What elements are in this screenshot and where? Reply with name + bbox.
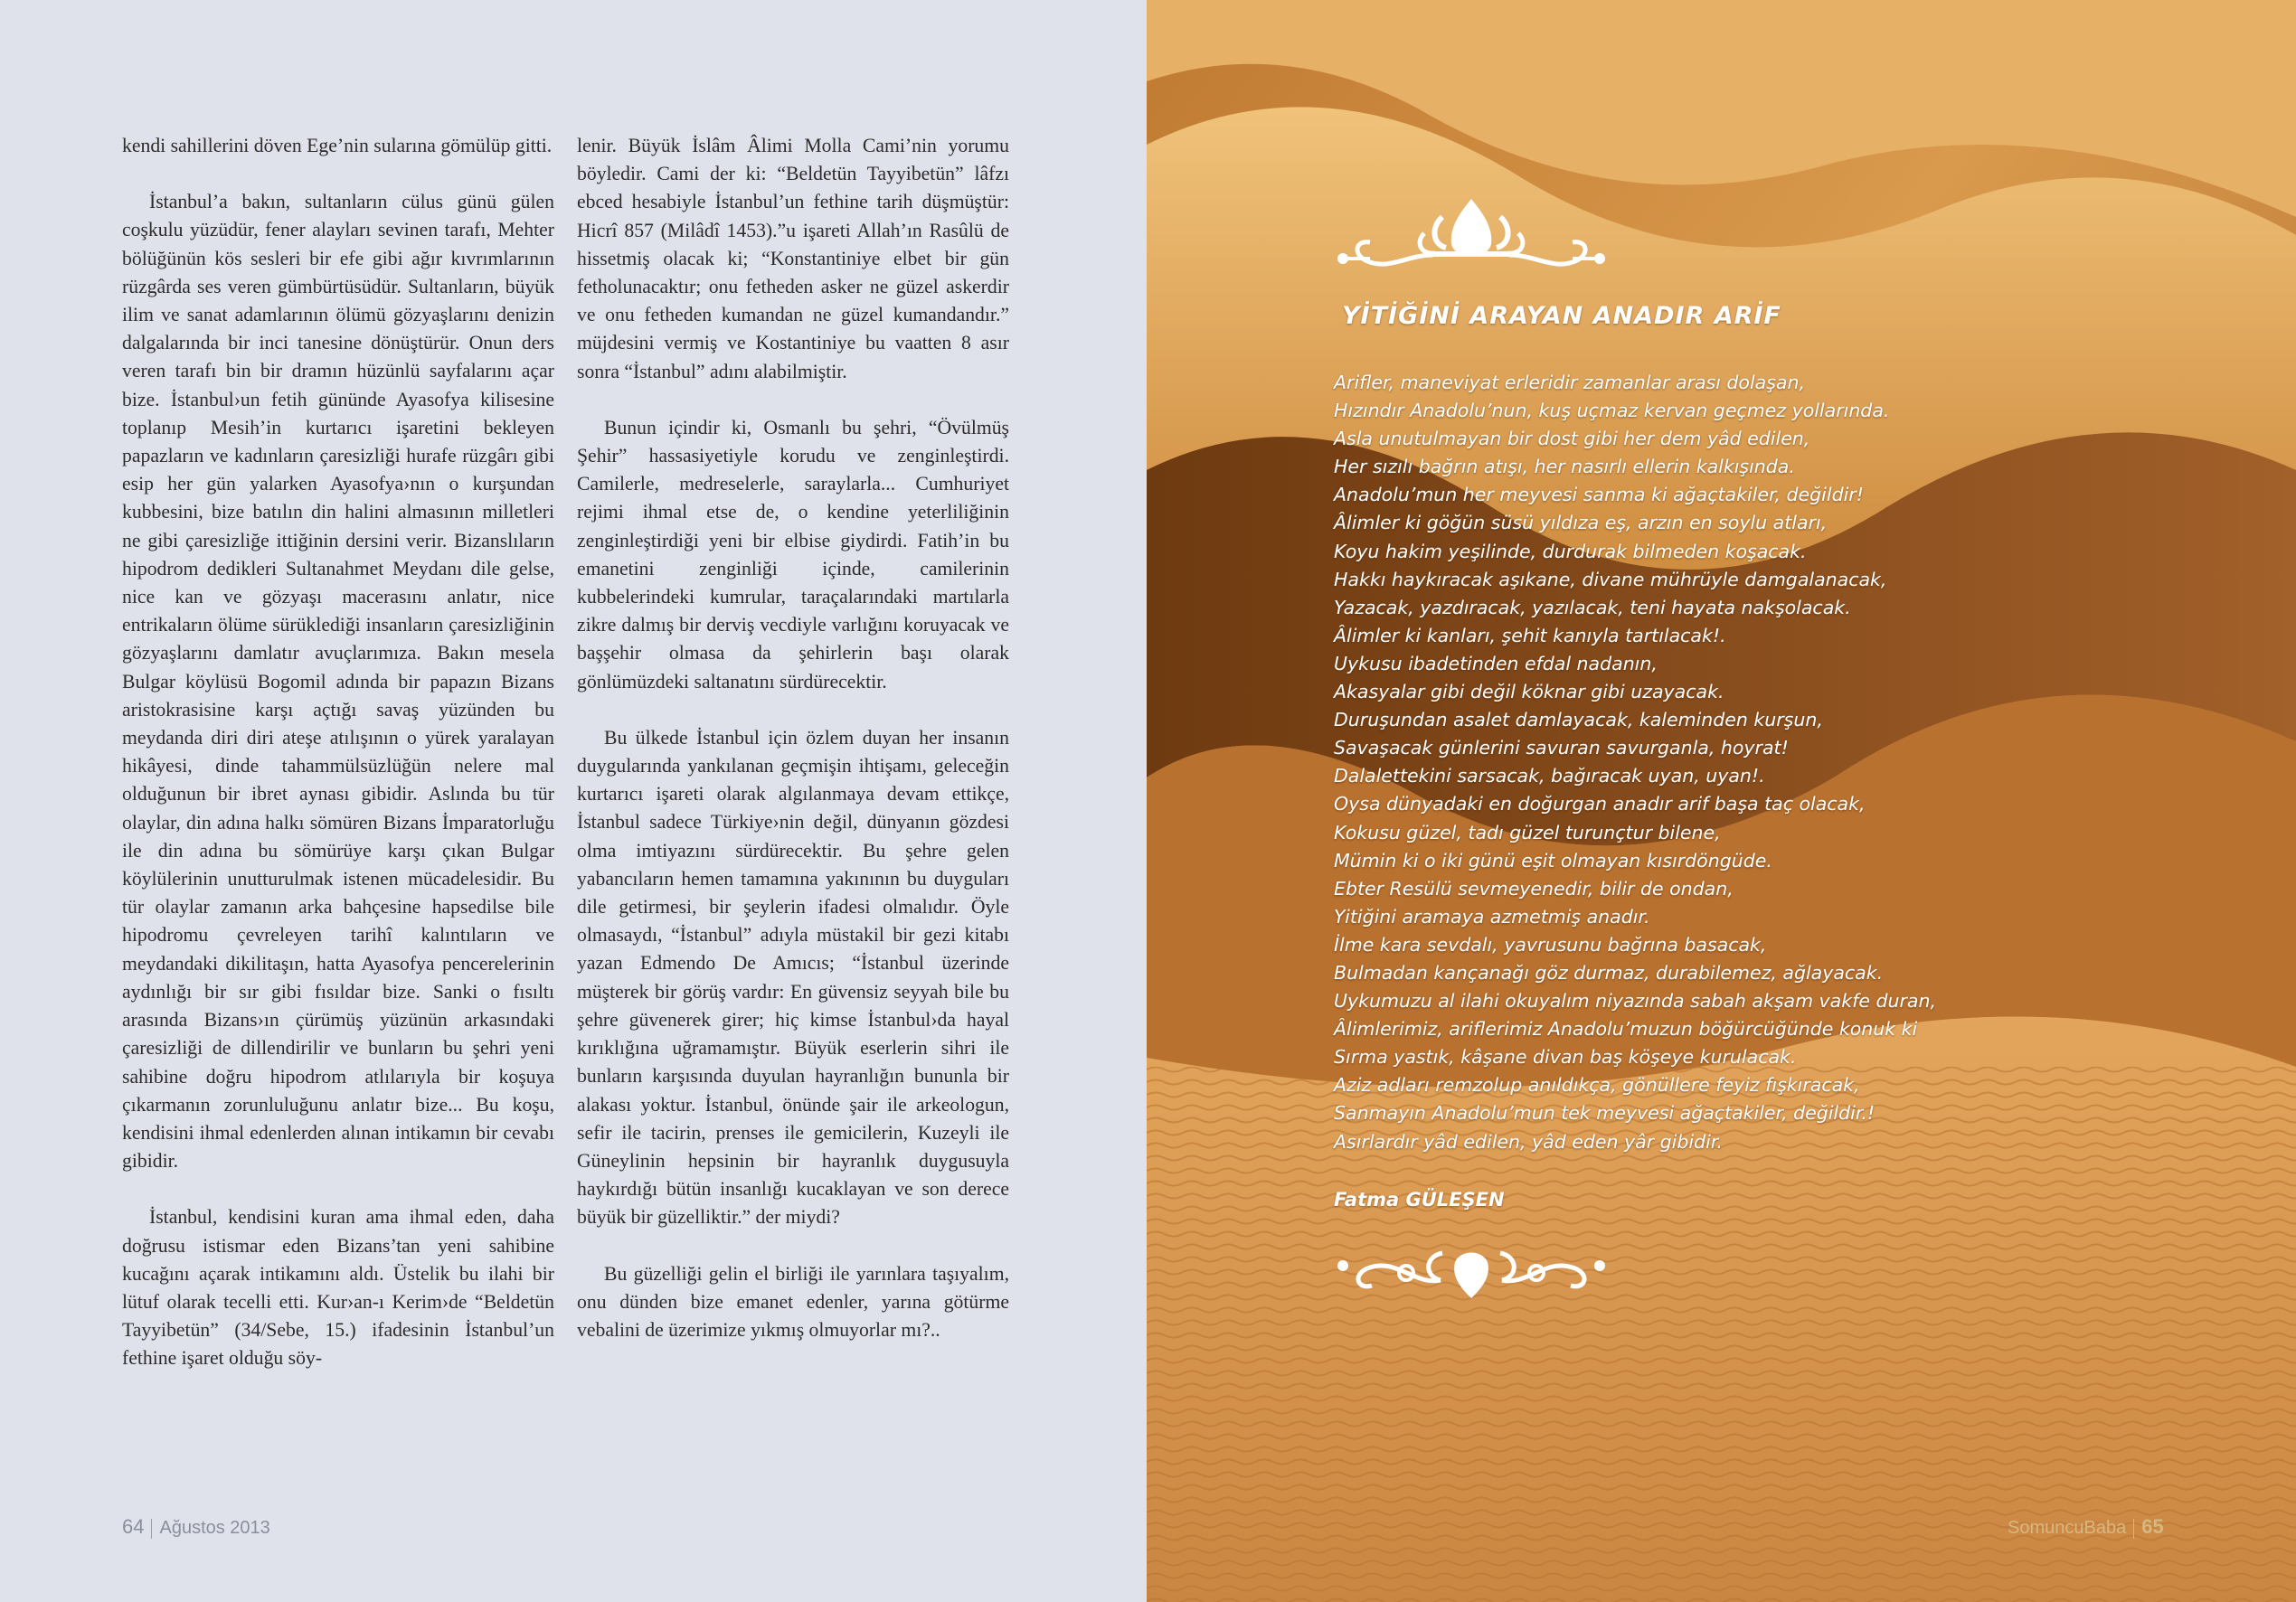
- left-folio: [122, 1515, 270, 1539]
- poem-line: Mümin ki o iki günü eşit olmayan kısırdöngüde.: [1334, 849, 1772, 872]
- paragraph-gap: [577, 696, 1009, 724]
- paragraph-gap: [577, 386, 1009, 414]
- poem-line: Arifler, maneviyat erleridir zamanlar arası dolaşan,: [1334, 372, 1805, 393]
- poem-line: Ebter Resülü sevmeyenedir, bilir de ondan,: [1334, 877, 1734, 900]
- article-paragraph: Bunun içindir ki, Osmanlı bu şehri, “Övülmüş Şehir” hassasiyetiyle korudu ve zenginleştirdi. Camilerle, medreselerle, saraylarla... Cumhuriyet rejimi ihmal etse de, o kendine yeterliliğinin zenginleştirdiği yeni bir elbise giydirdi. Fatih’in bu emanetini zenginliği içinde, camilerinin kubbelerindeki kumrular, taraçalarındaki martılarla zikre dalmış bir derviş vecdiyle varlığını koruyacak ve başşehir olmasa da şehirlerin başı olarak gönlümüzdeki saltanatını sürdürecektir.: [577, 416, 1009, 693]
- poem-line: Her sızılı bağrın atışı, her nasırlı ellerin kalkışında.: [1334, 456, 1795, 478]
- article-column-2: [577, 132, 1009, 1344]
- poem-line: İlme kara sevdalı, yavrusunu bağrına basacak,: [1334, 933, 1767, 956]
- poem-line: Aziz adları remzolup anıldıkça, gönüllere feyiz fışkıracak,: [1334, 1074, 1860, 1097]
- poem-line: Duruşundan asalet damlayacak, kaleminden kurşun,: [1334, 709, 1823, 731]
- article-column-1: [122, 132, 554, 1373]
- left-page-number: 64: [122, 1515, 145, 1538]
- poem-line: Âlimler ki kanları, şehit kanıyla tartılacak!.: [1334, 624, 1726, 646]
- article-paragraph: İstanbul’a bakın, sultanların cülus günü gülen coşkulu yüzüdür, fener alayları sevinen tarafı, Mehter bölüğünün kös sesleri bir efe gibi ağır kıvrımlarının rüzgârda ses veren gümbürtüsüdür. Sultanların, büyük ilim ve sanat adamlarının ölümü gözyaşlarını denizin dalgalarında bir inci tanesine dönüştürür. Onun ders veren tarafı bin bir dramın hüzünlü sayfalarını açar bize. İstanbul›un fetih gününde Ayasofya kilisesine toplanıp Mesih’in kurtarıcı işaretini bekleyen papazların ve kadınların çaresizliği hurafe rüzgârı gibi esip her gün yalarken Ayasofya›nın o kurşundan kubbesini, bize batılın din halini almasının milletleri ne gibi çaresizliğe ittiğinin dersini verir. Bizanslıların hipodrom dedikleri Sultanahmet Meydanı dile gelse, nice kan ve gözyaşı macerasını anlatır, nice entrikaların ölüme sürüklediği insanların çaresizliğinin gözyaşlarını damlatır avuçlarımıza. Bakın mesela Bulgar köylüsü Bogomil adında bir papazın Bizans aristokrasisine karşı açtığı savaş yüzünden bu meydanda diri diri ateşe atılışının o yürek yaralayan hikâyesi, dinde tahammülsüzlüğün nelere mal olduğunun bir ibret aynası gibidir. Aslında bu tür olaylar, din adına halkı sömüren Bizans İmparatorluğu ile din adına bu sömürüye karşı çıkan Bulgar köylülerinin unutturulmak istenen mücadelesidir. Bu tür olaylar zamanın arka bahçesine hapsedilse bile hipodromu çevreleyen tarihî kalıntıların ve meydandaki dikilitaşın, hatta Ayasofya pencerelerinin aydınlığı bir sır gibi fısıldar bize. Sanki o fısıltı arasında Bizans›ın çürümüş yüzünün arkasındaki çaresizliği de dillendirilir ve bunların bu şehri yeni sahibine doğru hipodrom atlılarıyla bir koşuya çıkarmanın zorunluluğunu anlatır bize... Bu koşu, kendisini ihmal edenlerden alınan intikamın bir cevabı gibidir.: [122, 191, 554, 1173]
- right-page-number: 65: [2141, 1515, 2164, 1538]
- poet-name: Fatma GÜLEŞEN: [1334, 1189, 1505, 1211]
- poem-line: Koyu hakim yeşilinde, durdurak bilmeden koşacak.: [1334, 540, 1807, 562]
- article-paragraph: lenir. Büyük İslâm Âlimi Molla Cami’nin yorumu böyledir. Cami der ki: “Beldetün Tayyibetün” lâfzı ebced hesabiyle İstanbul’un fethine tarih düşmüştür: Hicrî 857 (Milâdî 1453).”u işareti Allah’ın Rasûlü de hissetmiş olacak ki; “Konstantiniye elbet bir gün fetholunacaktır; onu fetheden asker ne güzel askerdir ve onu fetheden kumandan ne güzel kumandandır.” müjdesini vermiş ve Kostantiniye bu vaatten 8 asır sonra “İstanbul” adını alabilmiştir.: [577, 135, 1009, 382]
- poem-line: Kokusu güzel, tadı güzel turunçtur bilene,: [1334, 821, 1721, 843]
- paragraph-gap: [122, 160, 554, 188]
- poem-line: Uykusu ibadetinden efdal nadanın,: [1334, 652, 1658, 674]
- top-flourish-ornament: [1334, 190, 1610, 276]
- poem-line: Asırlardır yâd edilen, yâd eden yâr gibidir.: [1334, 1130, 1723, 1153]
- issue-date: Ağustos 2013: [159, 1518, 270, 1538]
- poem-body: [1334, 369, 2039, 1156]
- article-paragraph: Bu ülkede İstanbul için özlem duyan her insanın duygularında yankılanan geçmişin ihtişamı, geleceğin kurtarıcı işareti olarak algılanmaya devam ettikçe, İstanbul sadece Türkiye›nin değil, dünyanın gözdesi olma imtiyazını sürdürecektir. Bu şehre gelen yabancıların hemen tamamına yakınının bu duyguları dile getirmesi, bir şeylerin ifadesi olmalıdır. Öyle olmasaydı, “İstanbul” adıyla müstakil bir gezi kitabı yazan Edmendo De Amıcıs; “İstanbul üzerinde müşterek bir görüş vardır: En güvensiz seyyah bile bu şehre güvenerek girer; hiç kimse İstanbul›da hayal kırıklığına uğramamıştır. Büyük eserlerin sihri ile bunların karşısında duyulan hayranlığın bununla bir alakası yoktur. İstanbul, önünde şair ile arkeologun, sefir ile tacirin, prenses ile gemicilerin, Kuzeyli ile Güneylinin hepsinin bir hayranlık duygusuyla haykırdığı bütün insanlığı kucaklayan ve son derece büyük bir güzelliktir.” der miydi?: [577, 726, 1009, 1229]
- article-paragraph: Bu güzelliği gelin el birliği ile yarınlara taşıyalım, onu dünden bize emanet edenler, yarına götürme vebalini de üzerimize yıkmış olmuyorlar mı?..: [577, 1262, 1009, 1341]
- poem-line: Anadolu’mun her meyvesi sanma ki ağaçtakiler, değildir!: [1334, 484, 1864, 506]
- poem-line: Sırma yastık, kâşane divan baş köşeye kurulacak.: [1334, 1046, 1797, 1069]
- poem-line: Sanmayın Anadolu’mun tek meyvesi ağaçtakiler, değildir.!: [1334, 1102, 1876, 1125]
- poem-line: Yazacak, yazdıracak, yazılacak, teni hayata nakşolacak.: [1334, 596, 1851, 618]
- article-paragraph: kendi sahillerini döven Ege’nin sularına gömülüp gitti.: [122, 135, 553, 156]
- poem-line: Âlimler ki göğün süsü yıldıza eş, arzın en soylu atları,: [1334, 512, 1828, 534]
- bottom-flourish-ornament: [1334, 1240, 1610, 1313]
- right-folio: [2008, 1515, 2164, 1539]
- poem-line: Hızındır Anadolu’nun, kuş uçmaz kervan geçmez yollarında.: [1334, 400, 1890, 422]
- poem-title: YİTİĞİNİ ARAYAN ANADIR ARİF: [1342, 302, 1781, 330]
- poem-line: Akasyalar gibi değil köknar gibi uzayacak.: [1334, 681, 1724, 703]
- poem-line: Oysa dünyadaki en doğurgan anadır arif başa taç olacak,: [1334, 793, 1866, 815]
- poem-line: Uykumuzu al ilahi okuyalım niyazında sabah akşam vakfe duran,: [1334, 990, 1936, 1013]
- poem-line: Hakkı haykıracak aşıkane, divane mührüyle damgalanacak,: [1334, 568, 1887, 590]
- poem-line: Bulmadan kançanağı göz durmaz, durabilemez, ağlayacak.: [1334, 961, 1884, 984]
- poem-line: Âlimlerimiz, ariflerimiz Anadolu’muzun böğürcüğünde konuk ki: [1334, 1018, 1918, 1041]
- folio-divider: [151, 1519, 152, 1539]
- poem-line: Savaşacak günlerini savuran savurganla, hoyrat!: [1334, 737, 1789, 759]
- magazine-name: SomuncuBaba: [2008, 1518, 2127, 1538]
- folio-divider: [2133, 1519, 2134, 1539]
- paragraph-gap: [122, 1175, 554, 1203]
- poem-line: Dalalettekini sarsacak, bağıracak uyan, uyan!.: [1334, 765, 1765, 787]
- paragraph-gap: [577, 1232, 1009, 1260]
- article-paragraph: İstanbul, kendisini kuran ama ihmal eden, daha doğrusu istismar eden Bizans’tan yeni sahibine kucağını açarak intikamını aldı. Üstelik bu ilahi bir lütuf olarak tecelli etti. Kur›an-ı Kerim›de “Beldetün Tayyibetün” (34/Sebe, 15.) ifadesinin İstanbul’un fethine işaret olduğu söy-: [122, 1206, 554, 1370]
- poem-line: Yitiğini aramaya azmetmiş anadır.: [1334, 905, 1650, 928]
- poem-line: Asla unutulmayan bir dost gibi her dem yâd edilen,: [1334, 428, 1810, 450]
